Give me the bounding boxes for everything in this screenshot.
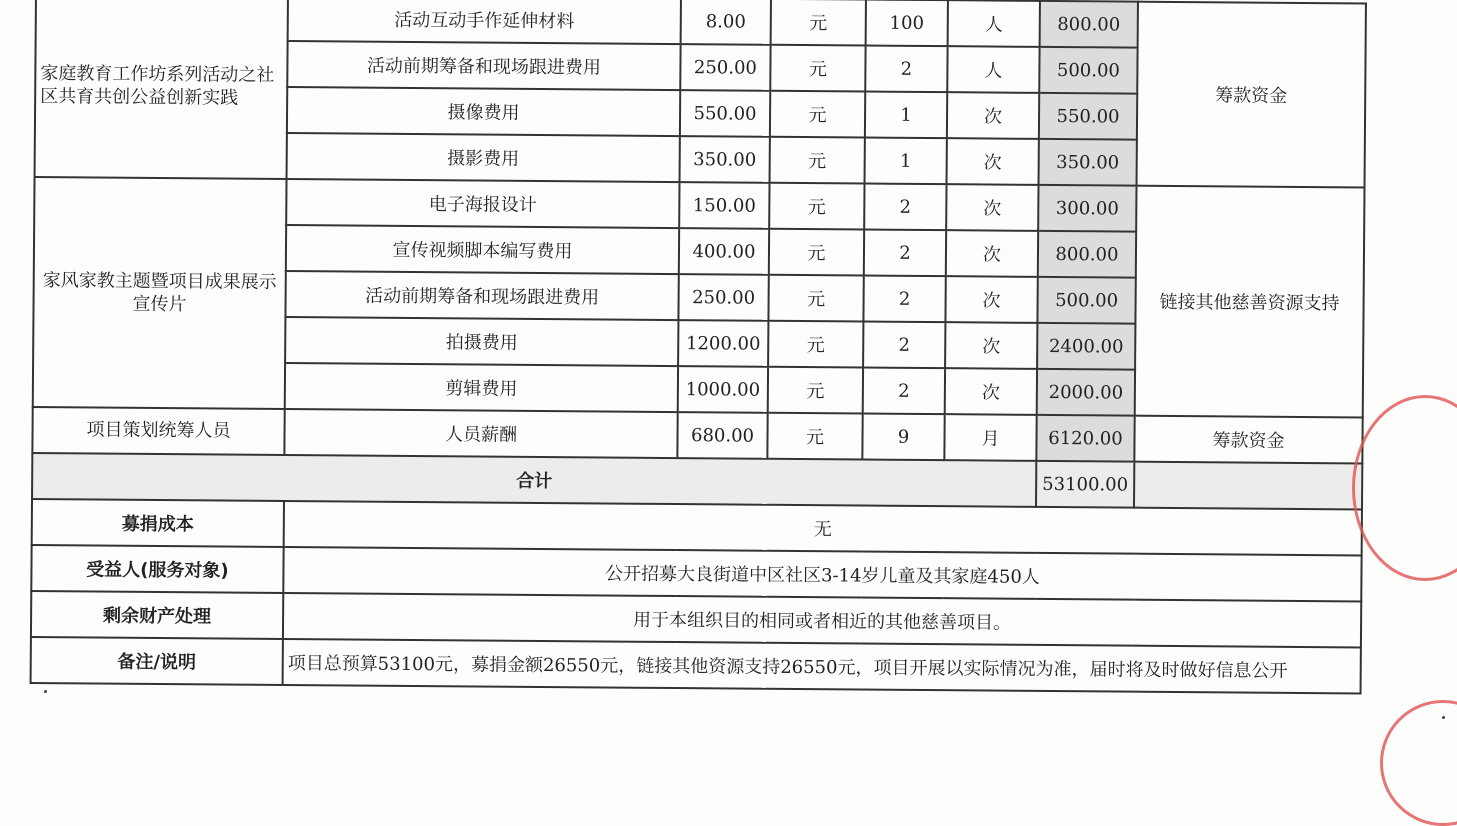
- quantity: 2: [865, 46, 947, 93]
- quantity: 2: [864, 230, 946, 277]
- item-name: 活动互动手作延伸材料: [288, 0, 681, 44]
- info-label: 募捐成本: [32, 499, 284, 547]
- line-total: 300.00: [1038, 185, 1136, 232]
- sum-blank: [1134, 462, 1362, 510]
- quantity: 2: [863, 276, 945, 323]
- quantity-unit: 次: [945, 368, 1037, 415]
- activity-group-name: 项目策划统筹人员: [32, 407, 284, 455]
- quantity-unit: 次: [945, 276, 1037, 323]
- currency: 元: [767, 413, 862, 460]
- quantity-unit: 次: [947, 138, 1039, 185]
- item-name: 拍摄费用: [285, 317, 678, 366]
- line-total: 500.00: [1037, 277, 1135, 324]
- unit-price: 350.00: [680, 136, 770, 183]
- currency: 元: [768, 275, 863, 322]
- info-value: 公开招募大良街道中区社区3-14岁儿童及其家庭450人: [283, 547, 1361, 601]
- unit-price: 1000.00: [678, 366, 768, 413]
- unit-price: 1200.00: [678, 320, 768, 367]
- unit-price: 680.00: [677, 412, 767, 459]
- funding-source: 筹款资金: [1134, 416, 1362, 464]
- quantity-unit: 人: [948, 0, 1040, 47]
- info-label: 备注/说明: [31, 637, 283, 685]
- info-label: 受益人(服务对象): [31, 545, 283, 593]
- line-total: 2400.00: [1037, 323, 1135, 370]
- scan-speck: [1442, 716, 1445, 719]
- scan-speck: [44, 690, 47, 693]
- quantity-unit: 次: [946, 184, 1038, 231]
- item-name: 摄像费用: [287, 87, 680, 136]
- info-row: [31, 637, 1361, 693]
- unit-price: 550.00: [680, 90, 770, 137]
- quantity-unit: 人: [947, 46, 1039, 93]
- unit-price: 400.00: [679, 228, 769, 275]
- funding-source: 筹款资金: [1137, 2, 1366, 188]
- quantity-unit: 次: [945, 322, 1037, 369]
- currency: 元: [769, 183, 864, 230]
- quantity-unit: 次: [946, 230, 1038, 277]
- quantity: 2: [863, 368, 945, 415]
- quantity: 1: [865, 138, 947, 185]
- currency: 元: [770, 91, 865, 138]
- sum-value: 53100.00: [1036, 461, 1134, 508]
- quantity-unit: 次: [947, 92, 1039, 139]
- line-total: 6120.00: [1036, 415, 1134, 462]
- currency: 元: [771, 0, 866, 46]
- item-name: 电子海报设计: [286, 179, 679, 228]
- currency: 元: [769, 229, 864, 276]
- line-total: 500.00: [1039, 47, 1137, 94]
- item-name: 活动前期筹备和现场跟进费用: [287, 41, 680, 90]
- quantity: 2: [863, 322, 945, 369]
- info-label: 剩余财产处理: [31, 591, 283, 639]
- table-row: [36, 0, 1366, 49]
- line-total: 550.00: [1039, 93, 1137, 140]
- quantity: 9: [862, 414, 944, 461]
- quantity: 2: [864, 184, 946, 231]
- item-name: 人员薪酬: [284, 409, 677, 458]
- item-name: 摄影费用: [287, 133, 680, 182]
- line-total: 2000.00: [1037, 369, 1135, 416]
- quantity: 100: [866, 0, 948, 46]
- funding-source: 链接其他慈善资源支持: [1135, 186, 1365, 418]
- red-seal-stamp: [1380, 700, 1457, 826]
- currency: 元: [770, 45, 865, 92]
- item-name: 宣传视频脚本编写费用: [286, 225, 679, 274]
- activity-group-name: 家庭教育工作坊系列活动之社区共育共创公益创新实践: [35, 0, 288, 179]
- info-value: 用于本组织目的相同或者相近的其他慈善项目。: [283, 593, 1361, 647]
- line-total: 800.00: [1040, 1, 1138, 48]
- line-total: 800.00: [1038, 231, 1136, 278]
- activity-group-name: 家风家教主题暨项目成果展示宣传片: [33, 177, 287, 409]
- item-name: 剪辑费用: [285, 363, 678, 412]
- red-seal-stamp: [1352, 395, 1457, 581]
- quantity: 1: [865, 92, 947, 139]
- sum-label: 合计: [32, 453, 1036, 507]
- info-value: 无: [284, 501, 1362, 555]
- line-total: 350.00: [1039, 139, 1137, 186]
- budget-table: [30, 0, 1367, 694]
- info-value: 项目总预算53100元，募捐金额26550元，链接其他资源支持26550元，项目开展以实际情况为准，届时将及时做好信息公开: [283, 639, 1361, 693]
- unit-price: 250.00: [678, 274, 768, 321]
- currency: 元: [770, 137, 865, 184]
- item-name: 活动前期筹备和现场跟进费用: [285, 271, 678, 320]
- unit-price: 8.00: [681, 0, 771, 45]
- currency: 元: [768, 367, 863, 414]
- quantity-unit: 月: [944, 414, 1036, 461]
- unit-price: 150.00: [679, 182, 769, 229]
- currency: 元: [768, 321, 863, 368]
- unit-price: 250.00: [680, 44, 770, 91]
- table-row: [34, 177, 1364, 233]
